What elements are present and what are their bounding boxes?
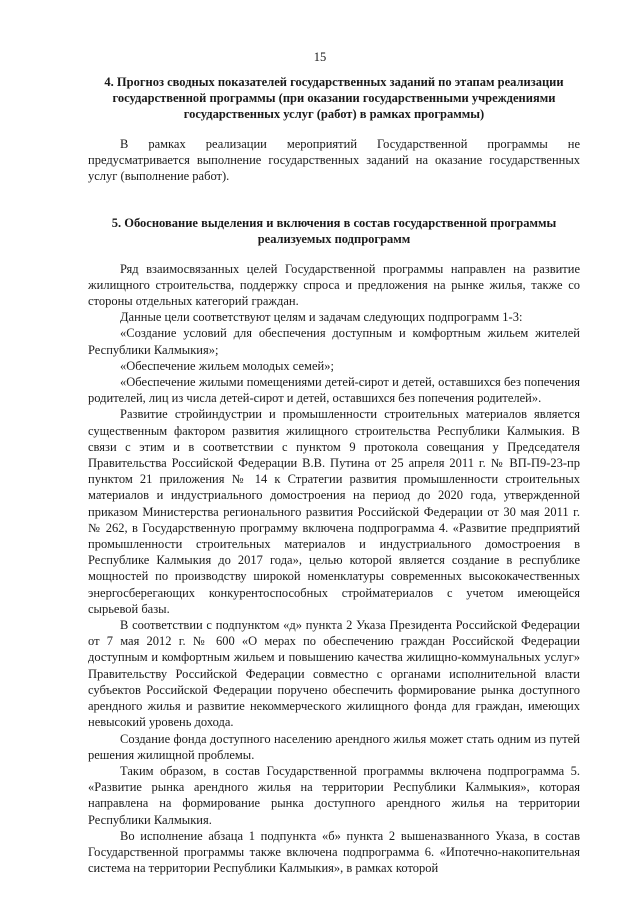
subprogram-3-item: «Обеспечение жилыми помещениями детей-сирот и детей, оставшихся без попечения родителей, лиц из числа детей-сирот и детей, оставшихся без попечения родителей». [88,375,580,406]
subprogram-1-item: «Создание условий для обеспечения доступным и комфортным жильем жителей Республики Калмыкия»; [88,326,580,357]
section-4-paragraph: В рамках реализации мероприятий Государственной программы не предусматривается выполнение государственных заданий на оказание государственных услуг (выполнение работ). [88,137,580,184]
section-5-paragraph: Ряд взаимосвязанных целей Государственной программы направлен на развитие жилищного строительства, поддержку спроса и предложения на рынке жилья, также со стороны отдельных категорий граждан. [88,261,580,309]
section-5-paragraph: Развитие стройиндустрии и промышленности строительных материалов является существенным фактором развития жилищного строительства Республики Калмыкия. В связи с этим и в соответствии с пунктом 9 протокола совещания у Председателя Правительства Российской Федерации В.В. Путина от 25 апреля 2011 г. № ВП-П9-23-пр пунктом 21 приложения № 14 к Стратегии развития промышленности строительных материалов и индустриального домостроения на период до 2020 года, утвержденной приказом Министерства регионального развития Российской Федерации от 30 мая 2011 г. № 262, в Государственную программу включена подпрограмма 4. «Развитие предприятий промышленности строительных материалов и индустриального домостроения в Республике Калмыкия до 2017 года», целью которой является создание в республике мощностей по производству широкой номенклатуры современных высококачественных энергосберегающих конкурентоспособных стройматериалов с учетом имеющейся сырьевой базы. [88,407,580,616]
subprogram-2-item: «Обеспечение жильем молодых семей»; [120,358,334,373]
section-5-paragraph: Данные цели соответствуют целям и задачам следующих подпрограмм 1-3: [120,310,523,325]
page-number: 15 [313,50,327,64]
section-5-paragraph: Создание фонда доступного населению арендного жилья может стать одним из путей решения жилищной проблемы. [88,731,580,762]
document-body [88,74,580,876]
section-5-paragraph: В соответствии с подпунктом «д» пункта 2 Указа Президента Российской Федерации от 7 мая 2012 г. № 600 «О мерах по обеспечению граждан Российской Федерации доступным и комфортным жильем и повышению качества жилищно-коммунальных услуг» Правительству Российской Федерации совместно с органами исполнительной власти субъектов Российской Федерации поручено обеспечить формирование рынка доступного арендного жилья и развитие некоммерческого жилищного фонда для граждан, имеющих невысокий уровень дохода. [88,618,580,730]
section-4-heading: 4. Прогноз сводных показателей государственных заданий по этапам реализации государственной программы (при оказании государственными учреждениями государственных услуг (работ) в рамках программы) [104,75,564,121]
section-5-paragraph: Во исполнение абзаца 1 подпункта «б» пункта 2 вышеназванного Указа, в состав Государственной программы также включена подпрограмма 6. «Ипотечно-накопительная система на территории Республики Калмыкия», в рамках которой [88,828,580,876]
section-5-paragraph: Таким образом, в состав Государственной программы включена подпрограмма 5. «Развитие рынка арендного жилья на территории Республики Калмыкия», которая направлена на формирование рынка доступного арендного жилья на территории Республики Калмыкия. [88,763,580,827]
section-5-heading: 5. Обоснование выделения и включения в состав государственной программы реализуемых подпрограмм [111,215,557,246]
